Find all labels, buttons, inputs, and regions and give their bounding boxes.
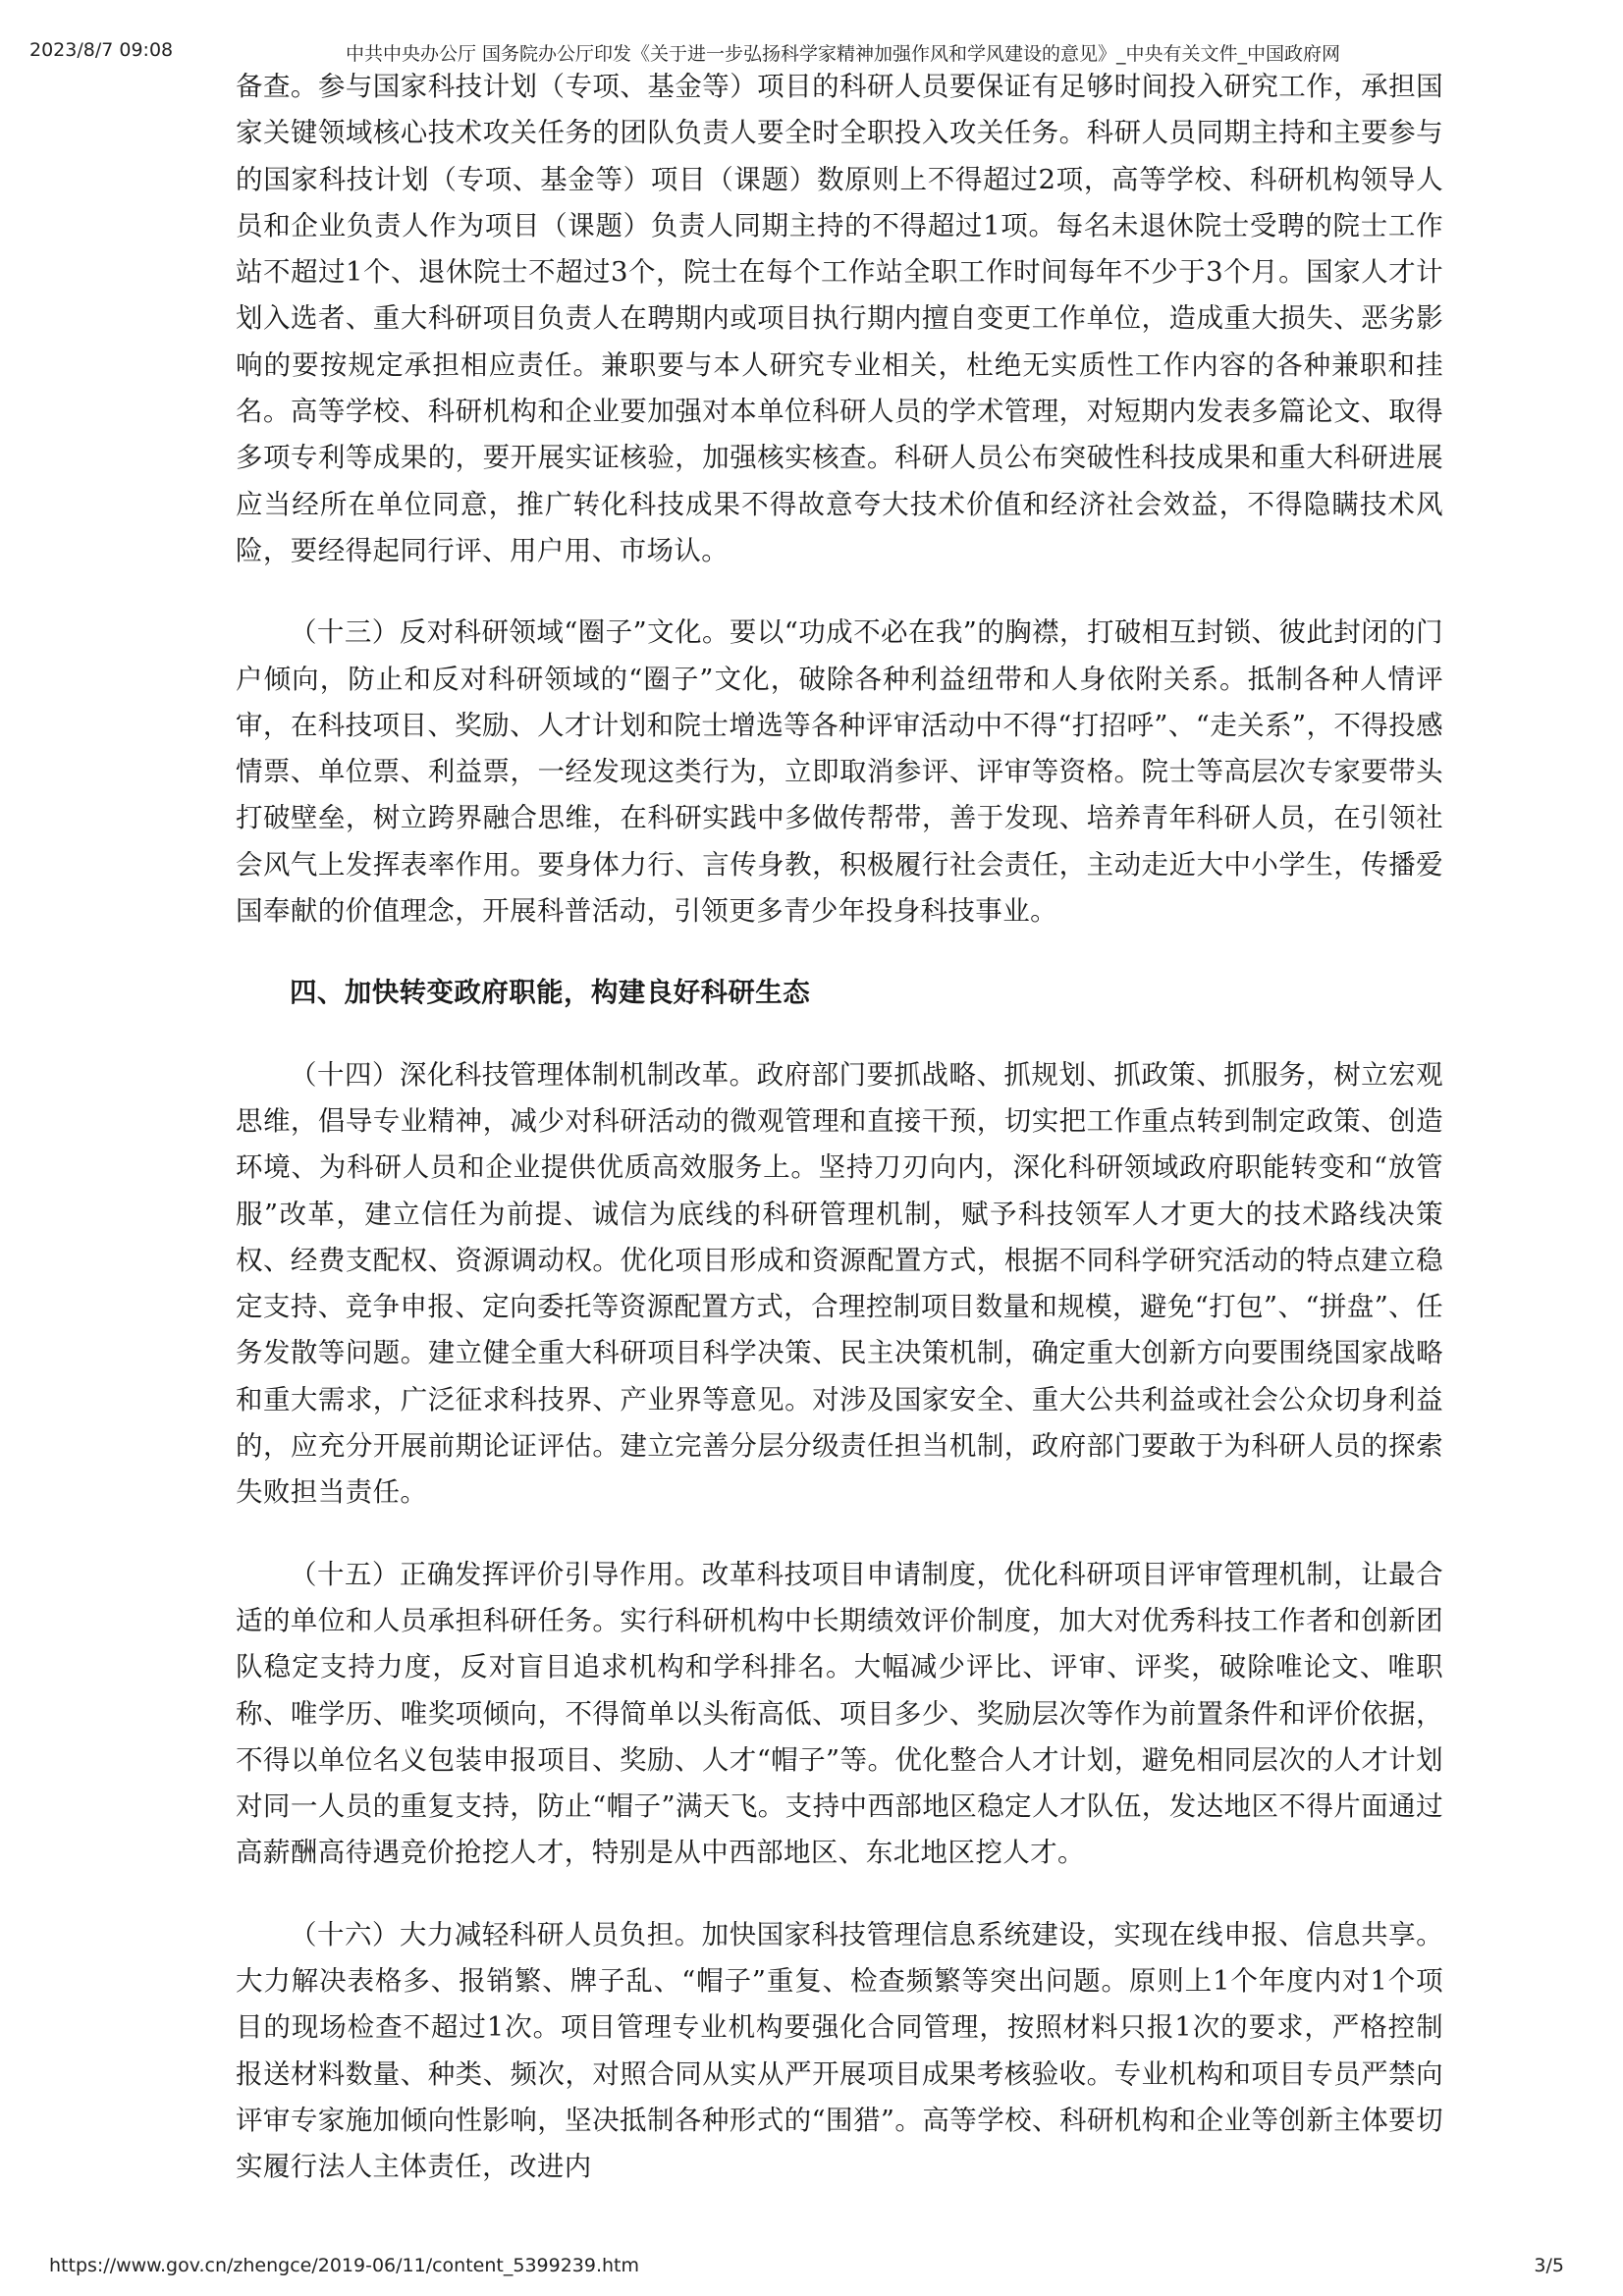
paragraph-continued: 备查。参与国家科技计划（专项、基金等）项目的科研人员要保证有足够时间投入研究工作，承担国家关键领域核心技术攻关任务的团队负责人要全时全职投入攻关任务。科研人员同期主持和主要参与的国家科技计划（专项、基金等）项目（课题）数原则上不得超过2项，高等学校、科研机构领导人员和企业负责人作为项目（课题）负责人同期主持的不得超过1项。每名未退休院士受聘的院士工作站不超过1个、退休院士不超过3个，院士在每个工作站全职工作时间每年不少于3个月。国家人才计划入选者、重大科研项目负责人在聘期内或项目执行期内擅自变更工作单位，造成重大损失、恶劣影响的要按规定承担相应责任。兼职要与本人研究专业相关，杜绝无实质性工作内容的各种兼职和挂名。高等学校、科研机构和企业要加强对本单位科研人员的学术管理，对短期内发表多篇论文、取得多项专利等成果的，要开展实证核验，加强核实核查。科研人员公布突破性科技成果和重大科研进展应当经所在单位同意，推广转化科技成果不得故意夸大技术价值和经济社会效益，不得隐瞒技术风险，要经得起同行评、用户用、市场认。: [236, 71, 1443, 566]
paragraph-15: （十五）正确发挥评价引导作用。改革科技项目申请制度，优化科研项目评审管理机制，让最合适的单位和人员承担科研任务。实行科研机构中长期绩效评价制度，加大对优秀科技工作者和创新团队稳定支持力度，反对盲目追求机构和学科排名。大幅减少评比、评审、评奖，破除唯论文、唯职称、唯学历、唯奖项倾向，不得简单以头衔高低、项目多少、奖励层次等作为前置条件和评价依据，不得以单位名义包装申报项目、奖励、人才“帽子”等。优化整合人才计划，避免相同层次的人才计划对同一人员的重复支持，防止“帽子”满天飞。支持中西部地区稳定人才队伍，发达地区不得片面通过高薪酬高待遇竞价抢挖人才，特别是从中西部地区、东北地区挖人才。: [236, 1558, 1443, 1869]
page-title: 中共中央办公厅 国务院办公厅印发《关于进一步弘扬科学家精神加强作风和学风建设的意见》_中央有关文件_中国政府网: [346, 43, 1341, 65]
page-number: 3/5: [1534, 2255, 1564, 2276]
paragraph-16: （十六）大力减轻科研人员负担。加快国家科技管理信息系统建设，实现在线申报、信息共享。大力解决表格多、报销繁、牌子乱、“帽子”重复、检查频繁等突出问题。原则上1个年度内对1个项目的现场检查不超过1次。项目管理专业机构要强化合同管理，按照材料只报1次的要求，严格控制报送材料数量、种类、频次，对照合同从实从严开展项目成果考核验收。专业机构和项目专员严禁向评审专家施加倾向性影响，坚决抵制各种形式的“围猎”。高等学校、科研机构和企业等创新主体要切实履行法人主体责任，改进内: [236, 1918, 1443, 2183]
document-body: [236, 64, 1443, 2225]
print-date: 2023/8/7 09:08: [29, 39, 174, 61]
paragraph-14: （十四）深化科技管理体制机制改革。政府部门要抓战略、抓规划、抓政策、抓服务，树立宏观思维，倡导专业精神，减少对科研活动的微观管理和直接干预，切实把工作重点转到制定政策、创造环境、为科研人员和企业提供优质高效服务上。坚持刀刃向内，深化科研领域政府职能转变和“放管服”改革，建立信任为前提、诚信为底线的科研管理机制，赋予科技领军人才更大的技术路线决策权、经费支配权、资源调动权。优化项目形成和资源配置方式，根据不同科学研究活动的特点建立稳定支持、竞争申报、定向委托等资源配置方式，合理控制项目数量和规模，避免“打包”、“拼盘”、任务发散等问题。建立健全重大科研项目科学决策、民主决策机制，确定重大创新方向要围绕国家战略和重大需求，广泛征求科技界、产业界等意见。对涉及国家安全、重大公共利益或社会公众切身利益的，应充分开展前期论证评估。建立完善分层分级责任担当机制，政府部门要敢于为科研人员的探索失败担当责任。: [236, 1058, 1443, 1509]
section-heading-4: 四、加快转变政府职能，构建良好科研生态: [290, 977, 811, 1009]
paragraph-13: （十三）反对科研领域“圈子”文化。要以“功成不必在我”的胸襟，打破相互封锁、彼此封闭的门户倾向，防止和反对科研领域的“圈子”文化，破除各种利益纽带和人身依附关系。抵制各种人情评审，在科技项目、奖励、人才计划和院士增选等各种评审活动中不得“打招呼”、“走关系”，不得投感情票、单位票、利益票，一经发现这类行为，立即取消参评、评审等资格。院士等高层次专家要带头打破壁垒，树立跨界融合思维，在科研实践中多做传帮带，善于发现、培养青年科研人员，在引领社会风气上发挥表率作用。要身体力行、言传身教，积极履行社会责任，主动走近大中小学生，传播爱国奉献的价值理念，开展科普活动，引领更多青少年投身科技事业。: [236, 616, 1443, 928]
source-url[interactable]: https://www.gov.cn/zhengce/2019-06/11/content_5399239.htm: [49, 2255, 640, 2276]
